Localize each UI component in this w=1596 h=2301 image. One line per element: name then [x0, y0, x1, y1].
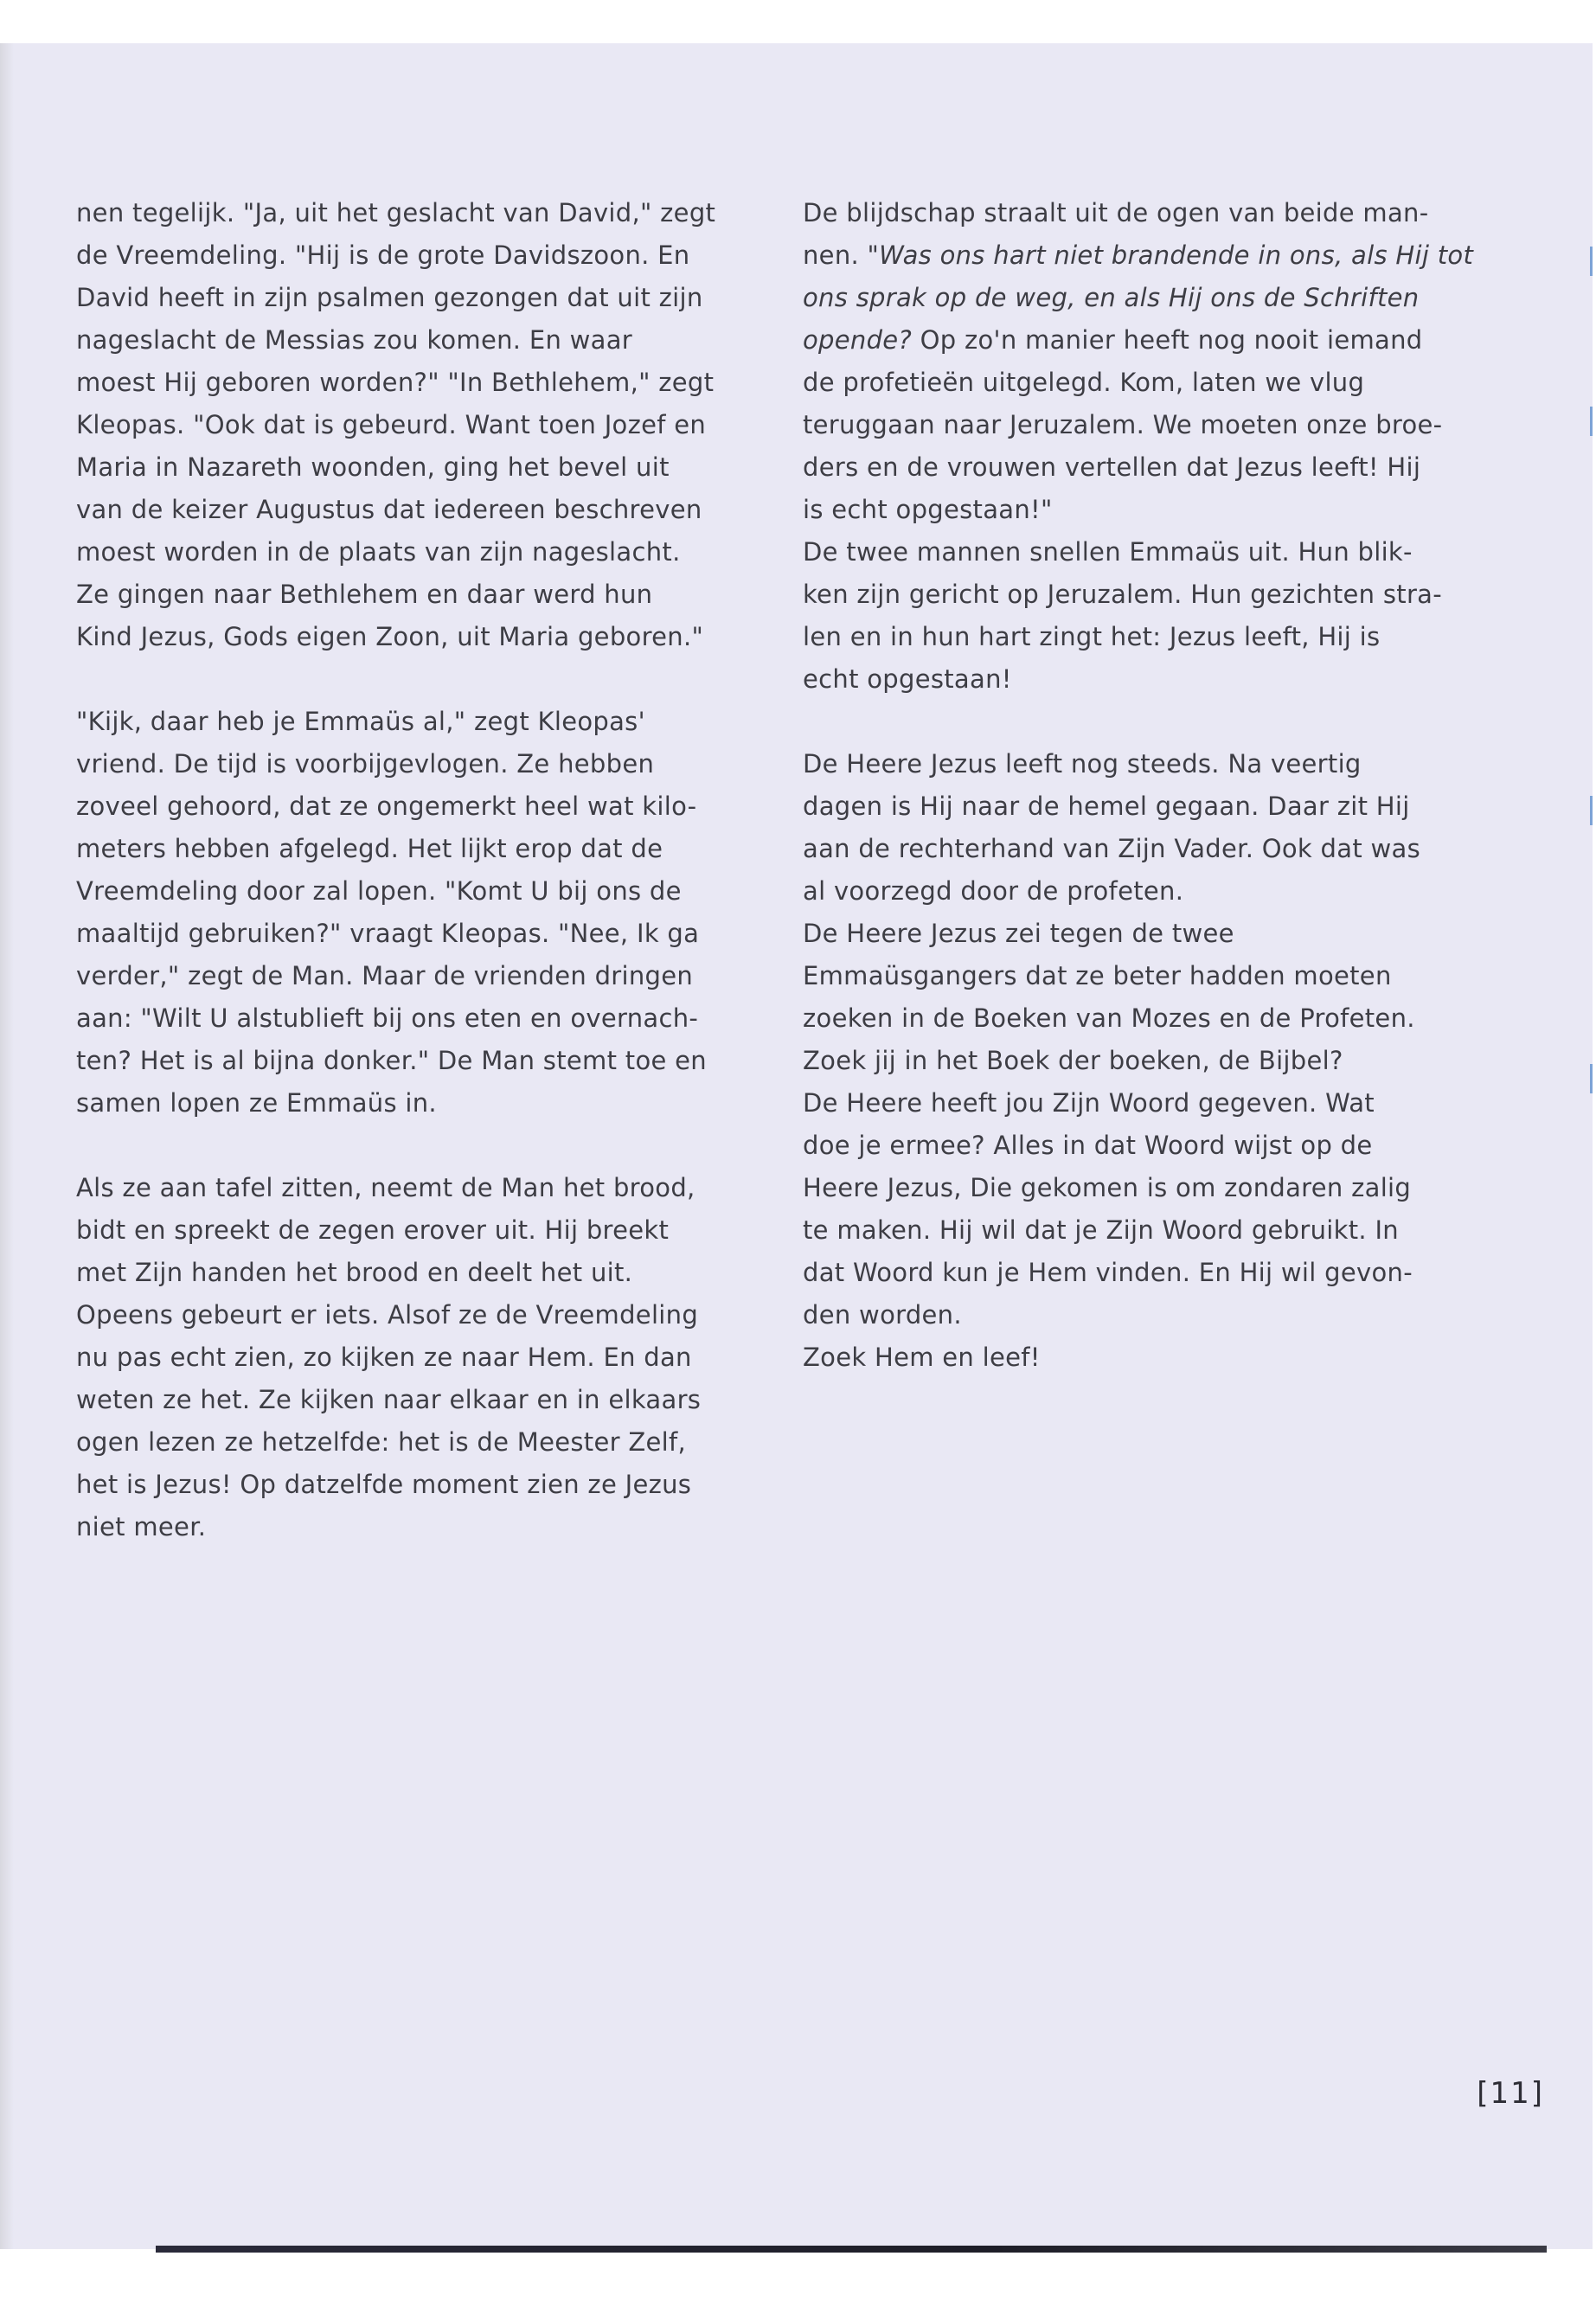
edge-mark-1	[1590, 247, 1593, 276]
right-paragraph-3: De Heere Jezus leeft nog steeds. Na veertig dagen is Hij naar de hemel gegaan. Daar zit Hij aan de rechterhand van Zijn Vader. Ook dat was al voorzegd door de profeten.	[803, 749, 1421, 906]
right-paragraph-2: De twee mannen snellen Emmaüs uit. Hun blik- ken zijn gericht op Jeruzalem. Hun gezichten stra- len en in hun hart zingt het: Jezus leeft, Hij is echt opgestaan!	[803, 537, 1443, 694]
left-paragraph-1: nen tegelijk. "Ja, uit het geslacht van David," zegt de Vreemdeling. "Hij is de grote Davidszoon. En David heeft in zijn psalmen gezongen dat uit zijn nageslacht de Messias zou komen. En waar moest Hij geboren worden?" "In Bethlehem," zegt Kleopas. "Ook dat is gebeurd. Want toen Jozef en Maria in Nazareth woonden, ging het bevel uit van de keizer Augustus dat iedereen beschreven moest worden in de plaats van zijn nageslacht. Ze gingen naar Bethlehem en daar werd hun Kind Jezus, Gods eigen Zoon, uit Maria geboren."	[76, 198, 716, 651]
right-paragraph-1-rest: Op zo'n manier heeft nog nooit iemand de profetieën uitgelegd. Kom, laten we vlug teruggaan naar Jeruzalem. We moeten onze broe- ders en de vrouwen vertellen dat Jezus leeft! Hij is echt opgestaan!"	[803, 325, 1443, 524]
edge-mark-4	[1590, 1064, 1593, 1093]
bottom-edge-bar	[156, 2246, 1547, 2253]
right-paragraph-1-quote: "Was ons hart niet brandende in ons, als Hij tot ons sprak op de weg, en als Hij ons de Schriften opende?	[803, 240, 1474, 355]
left-paragraph-3: Als ze aan tafel zitten, neemt de Man het brood, bidt en spreekt de zegen erover uit. Hij breekt met Zijn handen het brood en deelt het uit. Opeens gebeurt er iets. Alsof ze de Vreemdeling nu pas echt zien, zo kijken ze naar Hem. En dan weten ze het. Ze kijken naar elkaar en in elkaars ogen lezen ze hetzelfde: het is de Meester Zelf, het is Jezus! Op datzelfde moment zien ze Jezus niet meer.	[76, 1173, 702, 1541]
scan-edge-shadow	[0, 43, 14, 2249]
left-column	[76, 192, 751, 1548]
right-column	[803, 192, 1477, 1379]
right-paragraph-1-intro: De blijdschap straalt uit de ogen van beide man- nen.	[803, 198, 1429, 270]
left-paragraph-2: "Kijk, daar heb je Emmaüs al," zegt Kleopas' vriend. De tijd is voorbijgevlogen. Ze hebben zoveel gehoord, dat ze ongemerkt heel wat kilo- meters hebben afgelegd. Het lijkt erop dat de Vreemdeling door zal lopen. "Komt U bij ons de maaltijd gebruiken?" vraagt Kleopas. "Nee, Ik ga verder," zegt de Man. Maar de vrienden dringen aan: "Wilt U alstublieft bij ons eten en overnach- ten? Het is al bijna donker." De Man stemt toe en samen lopen ze Emmaüs in.	[76, 707, 707, 1118]
right-paragraph-4: De Heere Jezus zei tegen de twee Emmaüsgangers dat ze beter hadden moeten zoeken in de Boeken van Mozes en de Profeten. Zoek jij in het Boek der boeken, de Bijbel?	[803, 919, 1415, 1075]
right-paragraph-5: De Heere heeft jou Zijn Woord gegeven. Wat doe je ermee? Alles in dat Woord wijst op de Heere Jezus, Die gekomen is om zondaren zalig te maken. Hij wil dat je Zijn Woord gebruikt. In dat Woord kun je Hem vinden. En Hij wil gevon- den worden.	[803, 1088, 1413, 1330]
edge-mark-2	[1590, 407, 1593, 436]
edge-mark-3	[1590, 796, 1593, 825]
right-paragraph-1	[803, 192, 1477, 531]
right-paragraph-6: Zoek Hem en leef!	[803, 1343, 1041, 1372]
page-number: [11]	[1477, 2076, 1544, 2111]
